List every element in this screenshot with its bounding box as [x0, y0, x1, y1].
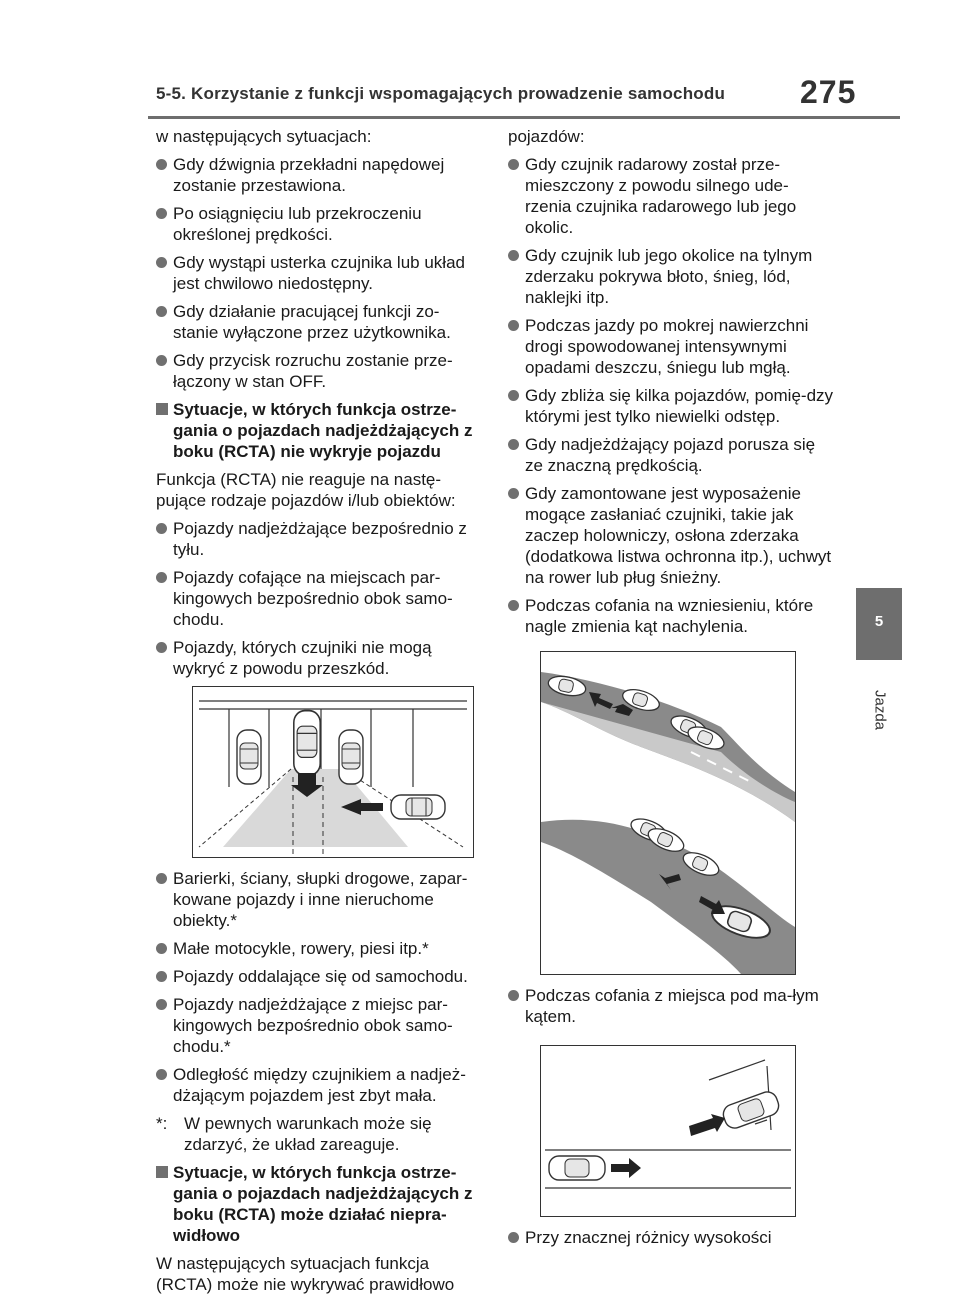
- section-heading: Sytuacje, w których funkcja ostrze-gania o pojazdach nadjeżdżających z boku (RCTA) może działać niepra-widłowo: [156, 1162, 478, 1246]
- left-intro: w następujących sytuacjach:: [156, 127, 372, 146]
- list-item: Barierki, ściany, słupki drogowe, zapar-kowane pojazdy i inne nieruchome obiekty.*: [156, 868, 478, 931]
- page-number: 275: [800, 74, 857, 110]
- list-item: Gdy dźwignia przekładni napędowej zostanie przestawiona.: [156, 154, 478, 196]
- paragraph: Funkcja (RCTA) nie reaguje na nastę-pujące rodzaje pojazdów i/lub obiektów:: [156, 470, 456, 510]
- right-intro: pojazdów:: [508, 127, 585, 146]
- list-item: Gdy zamontowane jest wyposażenie mogące zasłaniać czujniki, takie jak zaczep holowniczy, osłona zderzaka (dodatkowa listwa ochronna itp.), uchwyt na rower lub pług śnieżny.: [508, 483, 834, 588]
- list-item: Pojazdy, których czujniki nie mogą wykryć z powodu przeszkód.: [156, 637, 478, 679]
- list-item: Gdy wystąpi usterka czujnika lub układ jest chwilowo niedostępny.: [156, 252, 478, 294]
- list-item: Gdy nadjeżdżający pojazd porusza się ze znaczną prędkością.: [508, 434, 834, 476]
- list-item: Podczas cofania z miejsca pod ma-łym kątem.: [508, 985, 834, 1027]
- angle-illustration: [540, 1045, 796, 1217]
- list-item: Pojazdy nadjeżdżające bezpośrednio z tyłu.: [156, 518, 478, 560]
- list-item: Odległość między czujnikiem a nadjeż-dżającym pojazdem jest zbyt mała.: [156, 1064, 478, 1106]
- list-item: Podczas cofania na wzniesieniu, które nagle zmienia kąt nachylenia.: [508, 595, 834, 637]
- list-item: Pojazdy nadjeżdżające z miejsc par-kingowych bezpośrednio obok samo-chodu.*: [156, 994, 478, 1057]
- footnote: [156, 1113, 478, 1155]
- header-rule: [148, 116, 900, 119]
- chapter-label: Jazda: [871, 689, 889, 731]
- section-heading: Sytuacje, w których funkcja ostrze-gania o pojazdach nadjeżdżających z boku (RCTA) nie wykryje pojazdu: [156, 399, 478, 462]
- list-item: Podczas jazdy po mokrej nawierzchni drogi spowodowanej intensywnymi opadami deszczu, śniegu lub mgłą.: [508, 315, 834, 378]
- list-item: Gdy działanie pracującej funkcji zo-stanie wyłączone przez użytkownika.: [156, 301, 478, 343]
- section-header: 5-5. Korzystanie z funkcji wspomagających prowadzenie samochodu: [156, 84, 726, 103]
- list-item: Pojazdy cofające na miejscach par-kingowych bezpośrednio obok samo-chodu.: [156, 567, 478, 630]
- list-item: Gdy przycisk rozruchu zostanie prze-łączony w stan OFF.: [156, 350, 478, 392]
- list-item: Przy znacznej różnicy wysokości: [508, 1227, 834, 1248]
- list-item: Gdy zbliża się kilka pojazdów, pomię-dzy którymi jest tylko niewielki odstęp.: [508, 385, 834, 427]
- paragraph: W następujących sytuacjach funkcja (RCTA) może nie wykrywać prawidłowo: [156, 1254, 455, 1294]
- footnote-mark: *:: [156, 1114, 168, 1133]
- slope-illustration: [540, 651, 796, 975]
- right-column: [508, 126, 834, 1255]
- list-item: Pojazdy oddalające się od samochodu.: [156, 966, 478, 987]
- chapter-tab[interactable]: 5: [856, 588, 902, 660]
- left-column: [156, 126, 478, 1302]
- parking-illustration: [192, 686, 474, 858]
- list-item: Po osiągnięciu lub przekroczeniu określonej prędkości.: [156, 203, 478, 245]
- list-item: Gdy czujnik lub jego okolice na tylnym zderzaku pokrywa błoto, śnieg, lód, naklejki itp.: [508, 245, 834, 308]
- footnote-text: W pewnych warunkach może się zdarzyć, że układ zareaguje.: [184, 1114, 432, 1154]
- list-item: Małe motocykle, rowery, piesi itp.*: [156, 938, 478, 959]
- list-item: Gdy czujnik radarowy został prze-mieszczony z powodu silnego ude-rzenia czujnika radarowego lub jego okolic.: [508, 154, 834, 238]
